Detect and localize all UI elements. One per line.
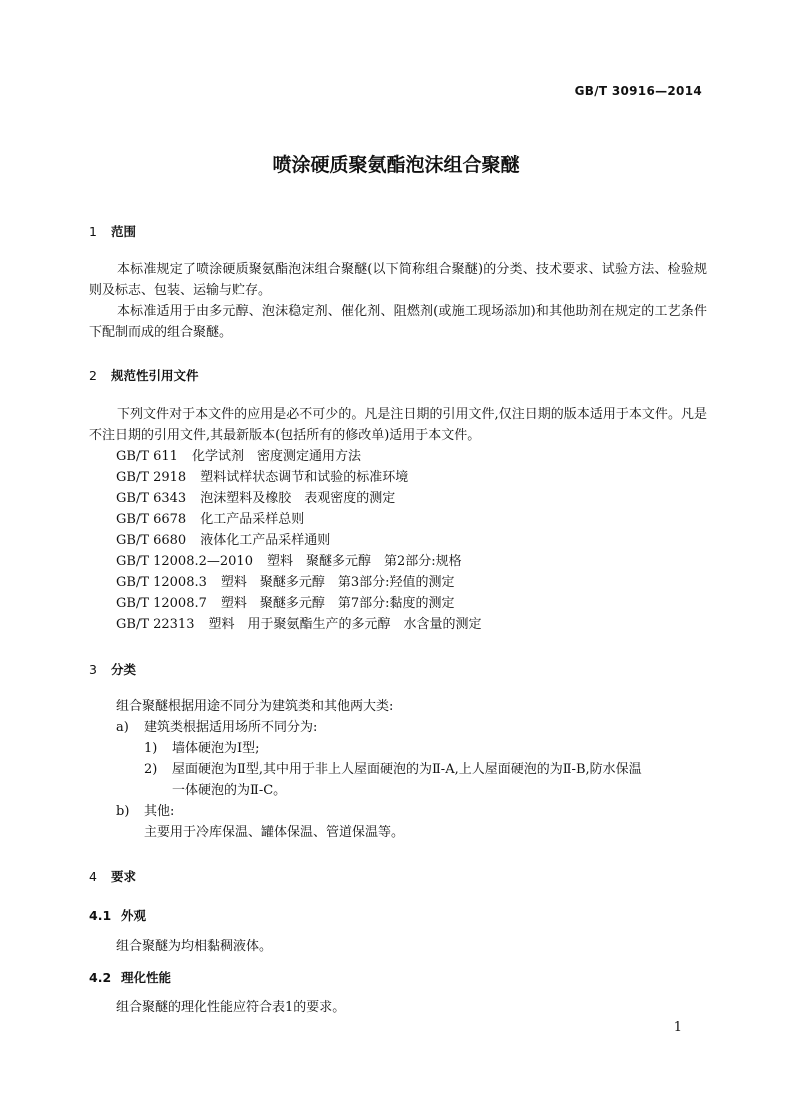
reference-code: GB/T 6343 (116, 491, 187, 506)
list-item-a (116, 717, 317, 738)
section-3-heading (89, 660, 136, 678)
reference-item (116, 551, 462, 572)
reference-item (116, 488, 395, 509)
section-title: 分类 (111, 662, 137, 677)
reference-item (116, 593, 455, 614)
list-text: 建筑类根据适用场所不同分为: (144, 720, 318, 735)
standard-code: GB/T 30916—2014 (574, 84, 702, 98)
reference-title: 塑料 聚醚多元醇 第3部分:羟值的测定 (220, 575, 455, 590)
section-title: 范围 (111, 224, 137, 239)
section-3-intro: 组合聚醚根据用途不同分为建筑类和其他两大类: (116, 699, 394, 714)
reference-title: 液体化工产品采样通则 (200, 533, 331, 548)
reference-code: GB/T 6680 (116, 533, 187, 548)
reference-item (116, 530, 330, 551)
reference-code: GB/T 6678 (116, 512, 187, 527)
section-1-paragraph-2: 本标准适用于由多元醇、泡沫稳定剂、催化剂、阻燃剂(或施工现场添加)和其他助剂在规定的工艺条件下配制而成的组合聚醚。 (89, 304, 707, 340)
reference-item (116, 614, 482, 635)
subsection-title: 外观 (121, 908, 147, 923)
list-marker: 2) (144, 762, 158, 777)
section-4-2-heading (89, 968, 171, 986)
section-title: 要求 (111, 869, 137, 884)
reference-code: GB/T 12008.2—2010 (116, 554, 253, 569)
section-2-heading (89, 366, 199, 384)
section-4-1-heading (89, 906, 146, 924)
reference-title: 塑料 聚醚多元醇 第7部分:黏度的测定 (220, 596, 455, 611)
reference-code: GB/T 22313 (116, 617, 195, 632)
reference-item (116, 446, 361, 467)
reference-code: GB/T 12008.7 (116, 596, 207, 611)
section-number: 1 (89, 224, 97, 239)
list-item-a2 (144, 759, 642, 780)
reference-code: GB/T 2918 (116, 470, 187, 485)
list-text: 其他: (144, 804, 175, 819)
reference-title: 塑料试样状态调节和试验的标准环境 (200, 470, 409, 485)
list-marker: b) (116, 804, 130, 819)
subsection-number: 4.2 (89, 970, 112, 985)
section-number: 2 (89, 368, 97, 383)
document-title: 喷涂硬质聚氨酯泡沫组合聚醚 (272, 154, 520, 176)
reference-title: 化学试剂 密度测定通用方法 (191, 449, 361, 464)
section-2-intro: 下列文件对于本文件的应用是必不可少的。凡是注日期的引用文件,仅注日期的版本适用于本文件。凡是不注日期的引用文件,其最新版本(包括所有的修改单)适用于本文件。 (89, 407, 707, 443)
section-number: 4 (89, 869, 97, 884)
list-item-b (116, 801, 174, 822)
reference-item (116, 509, 304, 530)
reference-code: GB/T 12008.3 (116, 575, 207, 590)
reference-title: 塑料 用于聚氨酯生产的多元醇 水含量的测定 (208, 617, 482, 632)
reference-item (116, 467, 408, 488)
section-1-heading (89, 222, 136, 240)
subsection-number: 4.1 (89, 908, 112, 923)
reference-title: 泡沫塑料及橡胶 表观密度的测定 (200, 491, 396, 506)
reference-item (116, 572, 455, 593)
reference-title: 化工产品采样总则 (200, 512, 305, 527)
list-text: 墙体硬泡为Ⅰ型; (172, 741, 260, 756)
list-marker: 1) (144, 741, 158, 756)
reference-title: 塑料 聚醚多元醇 第2部分:规格 (266, 554, 462, 569)
page-number: 1 (673, 1020, 682, 1035)
list-text: 屋面硬泡为Ⅱ型,其中用于非上人屋面硬泡的为Ⅱ-A,上人屋面硬泡的为Ⅱ-B,防水保温 (172, 762, 642, 777)
section-4-2-text: 组合聚醚的理化性能应符合表1的要求。 (116, 1000, 346, 1015)
section-1-paragraph-1: 本标准规定了喷涂硬质聚氨酯泡沫组合聚醚(以下简称组合聚醚)的分类、技术要求、试验方法、检验规则及标志、包装、运输与贮存。 (89, 262, 707, 298)
section-4-heading (89, 867, 136, 885)
reference-code: GB/T 611 (116, 449, 178, 464)
list-item-a2-continuation: 一体硬泡的为Ⅱ-C。 (172, 783, 287, 798)
section-title: 规范性引用文件 (111, 368, 199, 383)
section-4-1-text: 组合聚醚为均相黏稠液体。 (116, 939, 273, 954)
list-marker: a) (116, 720, 129, 735)
subsection-title: 理化性能 (121, 970, 172, 985)
list-item-a1 (144, 738, 260, 759)
section-number: 3 (89, 662, 97, 677)
list-item-b-detail: 主要用于冷库保温、罐体保温、管道保温等。 (144, 825, 405, 840)
